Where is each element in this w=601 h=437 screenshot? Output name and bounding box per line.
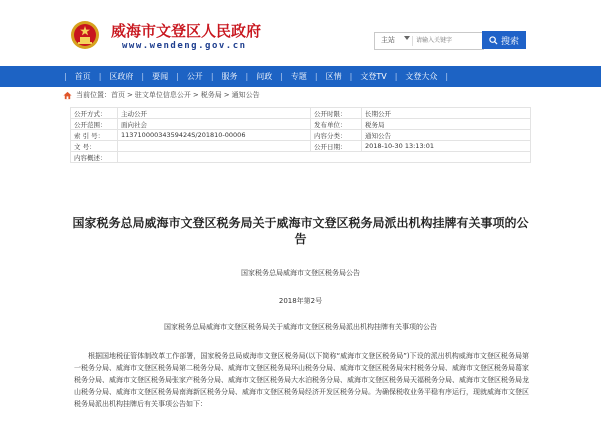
meta-key: 发布单位： xyxy=(311,119,362,130)
search-box xyxy=(374,32,484,50)
meta-key: 公开时限： xyxy=(311,108,362,119)
meta-key: 内容分类： xyxy=(311,130,362,141)
search-input[interactable] xyxy=(416,34,480,47)
nav-divider: | xyxy=(64,72,67,81)
table-row xyxy=(71,152,531,163)
nav-item-disclosure[interactable]: 公开 xyxy=(186,72,203,81)
nav-divider: | xyxy=(280,72,283,81)
nav-divider: | xyxy=(394,72,398,81)
meta-key: 内容概述： xyxy=(71,152,118,163)
breadcrumb-notices[interactable]: 通知公告 xyxy=(231,91,260,99)
nav-divider: | xyxy=(445,72,449,81)
article-doc-number: 2018年第2号 xyxy=(278,297,323,305)
article-body: 根据国地税征管体制改革工作部署，国家税务总局威海市文登区税务局(以下简称“威海市文登区税务局”)下设的派出机构威海市文登区税务局第一税务分局、威海市文登区税务局第二税务分局、威海市文登区税务局环山税务分局、威海市文登区税务局宋村税务分局、威海市文登区税务局葛家税务分局、威海市文登区税务局张家产税务分局、威海市文登区税务局大水泊税务分局、威海市文登区税务局天福税务分局、威海市文登区税务局龙山税务分局、威海市文登区税务局南海新区税务分局、威海市文登区税务局经济开发区税务分局。为确保税收业务平稳有序运行，现就威海市文登区税务局派出机构挂牌后有关事项公告如下： xyxy=(74,352,529,408)
table-row xyxy=(71,130,531,141)
nav-item-topics[interactable]: 专题 xyxy=(290,72,307,81)
document-meta-table xyxy=(70,107,531,163)
nav-item-wendeng-tv[interactable]: 文登TV xyxy=(360,72,387,81)
nav-item-home[interactable]: 首页 xyxy=(74,72,91,81)
breadcrumb-arrow: > xyxy=(192,91,199,99)
nav-item-inquiry[interactable]: 问政 xyxy=(256,72,273,81)
breadcrumb xyxy=(63,90,260,100)
nav-divider: | xyxy=(314,72,318,81)
site-title[interactable]: 威海市文登区人民政府 xyxy=(111,22,262,40)
meta-value: 11371000034359424S/201810-00006 xyxy=(118,130,311,141)
nav-item-government[interactable]: 区政府 xyxy=(109,72,134,81)
site-url: www.wendeng.gov.cn xyxy=(122,41,247,51)
breadcrumb-arrow: > xyxy=(127,91,133,99)
nav-divider: | xyxy=(245,72,249,81)
site-header xyxy=(0,0,601,66)
meta-value: 税务局 xyxy=(362,119,531,130)
meta-key: 公开范围： xyxy=(71,119,118,130)
nav-item-district-info[interactable]: 区情 xyxy=(325,72,342,81)
meta-value: 主动公开 xyxy=(118,108,311,119)
table-row xyxy=(71,141,531,152)
article-subject: 国家税务总局威海市文登区税务局关于威海市文登区税务局派出机构挂牌有关事项的公告 xyxy=(164,323,437,331)
nav-item-services[interactable]: 服务 xyxy=(221,72,238,81)
nav-item-news[interactable]: 要闻 xyxy=(152,72,169,81)
article-title: 国家税务总局威海市文登区税务局关于威海市文登区税务局派出机构挂牌有关事项的公告 xyxy=(72,216,529,246)
search-button-label: 搜索 xyxy=(500,35,519,46)
meta-value: 通知公告 xyxy=(362,130,531,141)
article-issuer: 国家税务总局威海市文登区税务局公告 xyxy=(241,269,360,277)
meta-key: 文 号： xyxy=(71,141,118,152)
meta-key: 公开日期： xyxy=(311,141,362,152)
main-nav xyxy=(0,66,601,87)
chevron-down-icon[interactable] xyxy=(404,36,410,40)
meta-value xyxy=(118,141,311,152)
meta-value: 2018-10-30 13:13:01 xyxy=(362,141,531,152)
search-scope-select[interactable]: 主站 xyxy=(381,36,395,44)
nav-divider: | xyxy=(349,72,353,81)
meta-value: 面向社会 xyxy=(118,119,311,130)
breadcrumb-unit-disclosure[interactable]: 驻文单位信息公开 xyxy=(134,91,191,99)
nav-divider: | xyxy=(210,72,214,81)
nav-divider: | xyxy=(141,72,145,81)
breadcrumb-prefix: 当前位置： xyxy=(76,91,111,99)
meta-value xyxy=(118,152,531,163)
nav-divider: | xyxy=(98,72,102,81)
breadcrumb-tax-bureau[interactable]: 税务局 xyxy=(200,91,222,99)
meta-key: 公开方式： xyxy=(71,108,118,119)
breadcrumb-arrow: > xyxy=(223,91,230,99)
table-row xyxy=(71,119,531,130)
search-button[interactable] xyxy=(482,31,526,49)
meta-key: 索 引 号： xyxy=(71,130,118,141)
nav-item-wendeng-dazhong[interactable]: 文登大众 xyxy=(405,72,438,81)
meta-value: 长期公开 xyxy=(362,108,531,119)
table-row xyxy=(71,108,531,119)
national-emblem-icon[interactable] xyxy=(70,20,100,50)
breadcrumb-home[interactable]: 首页 xyxy=(111,91,125,99)
nav-divider: | xyxy=(176,72,179,81)
home-icon xyxy=(63,91,72,100)
search-divider xyxy=(412,36,413,46)
search-icon xyxy=(489,36,498,45)
